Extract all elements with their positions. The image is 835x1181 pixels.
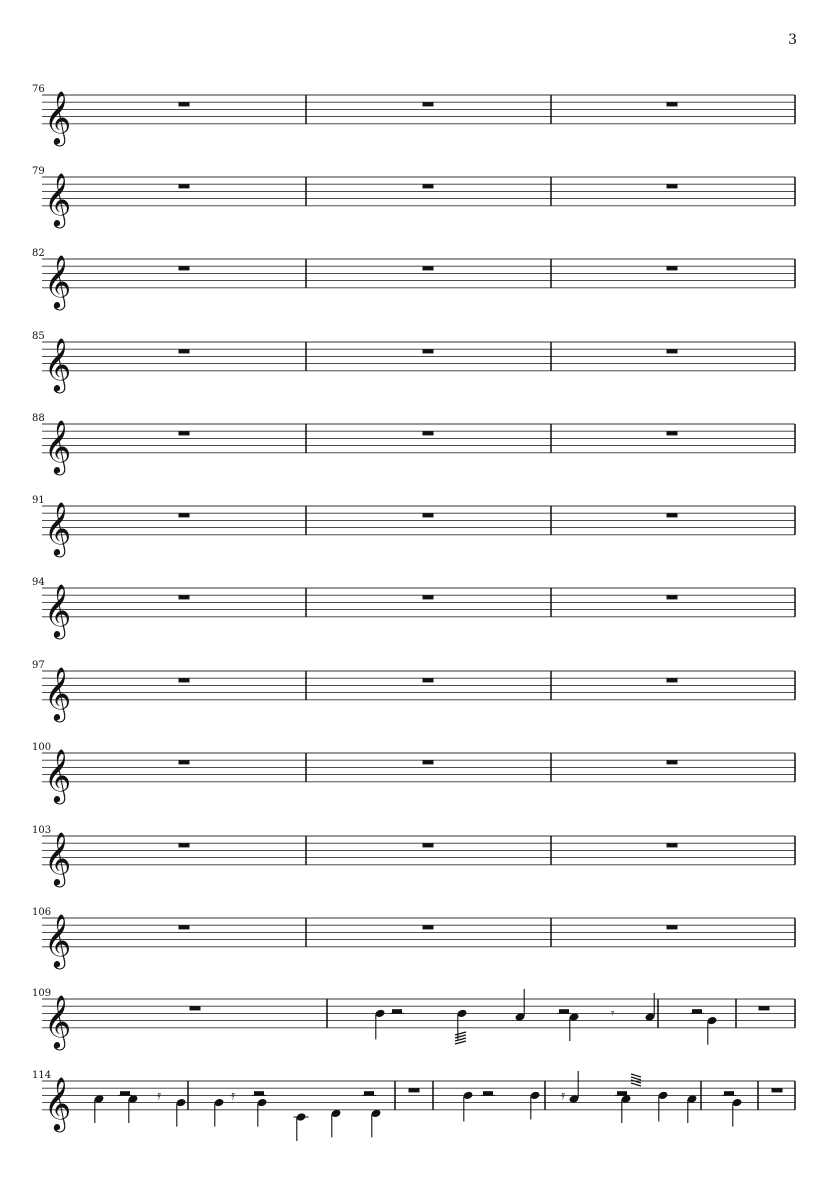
whole-rest [190,1006,201,1010]
treble-clef: 𝄞 [44,582,72,637]
whole-rest [423,102,434,106]
whole-rest [179,595,190,599]
treble-clef: 𝄞 [44,89,72,144]
half-rest [617,1091,627,1095]
whole-rest [179,760,190,764]
whole-rest [759,1006,770,1010]
treble-clef: 𝄞 [44,336,72,391]
whole-rest [667,513,678,517]
whole-rest [179,266,190,270]
whole-rest [179,184,190,188]
short-rest: 𝄿 [561,1088,565,1104]
short-rest: 𝄾 [611,1006,615,1022]
half-rest [120,1091,130,1095]
short-rest: 𝄿 [231,1088,235,1104]
whole-rest [423,184,434,188]
whole-rest [179,349,190,353]
whole-rest [667,843,678,847]
whole-rest [179,678,190,682]
whole-rest [423,349,434,353]
treble-clef: 𝄞 [44,1075,72,1130]
whole-rest [423,266,434,270]
whole-rest [179,102,190,106]
whole-rest [667,184,678,188]
whole-rest [423,678,434,682]
half-rest [254,1091,264,1095]
page-number: 3 [788,32,797,48]
measure-number: 106 [32,907,52,918]
measure-number: 94 [32,577,45,588]
whole-rest [179,925,190,929]
treble-clef: 𝄞 [44,500,72,555]
measure-number: 82 [32,248,45,259]
flag-stroke [631,1083,641,1086]
treble-clef: 𝄞 [44,993,72,1048]
flag-stroke [631,1074,641,1077]
whole-rest [667,266,678,270]
whole-rest [667,595,678,599]
whole-rest [423,431,434,435]
whole-rest [772,1088,783,1092]
half-rest [559,1009,569,1013]
half-rest [392,1009,402,1013]
measure-number: 91 [32,495,45,506]
treble-clef: 𝄞 [44,665,72,720]
whole-rest [667,760,678,764]
whole-rest [423,513,434,517]
half-rest [364,1091,374,1095]
tremolo-stroke [455,1035,466,1038]
treble-clef: 𝄞 [44,171,72,226]
measure-number: 114 [32,1070,52,1081]
whole-rest [423,843,434,847]
treble-clef: 𝄞 [44,830,72,885]
whole-rest [667,102,678,106]
flag-stroke [631,1077,641,1080]
measure-number: 100 [32,742,52,753]
treble-clef: 𝄞 [44,747,72,802]
tremolo-stroke [455,1032,466,1035]
whole-rest [667,431,678,435]
measure-number: 79 [32,166,45,177]
tremolo-stroke [455,1038,466,1041]
half-rest [692,1009,702,1013]
measure-number: 76 [32,84,45,95]
measure-number: 103 [32,825,52,836]
treble-clef: 𝄞 [44,912,72,967]
whole-rest [179,431,190,435]
measure-number: 88 [32,413,45,424]
measure-number: 109 [32,988,52,999]
whole-rest [667,349,678,353]
measure-number: 97 [32,660,45,671]
whole-rest [423,760,434,764]
whole-rest [179,843,190,847]
treble-clef: 𝄞 [44,418,72,473]
half-rest [483,1091,493,1095]
tremolo-stroke [455,1041,466,1044]
whole-rest [667,678,678,682]
short-rest: 𝄿 [157,1088,161,1104]
whole-rest [409,1088,420,1092]
half-rest [724,1091,734,1095]
whole-rest [423,595,434,599]
whole-rest [667,925,678,929]
measure-number: 85 [32,331,45,342]
treble-clef: 𝄞 [44,253,72,308]
whole-rest [423,925,434,929]
whole-rest [179,513,190,517]
flag-stroke [631,1080,641,1083]
